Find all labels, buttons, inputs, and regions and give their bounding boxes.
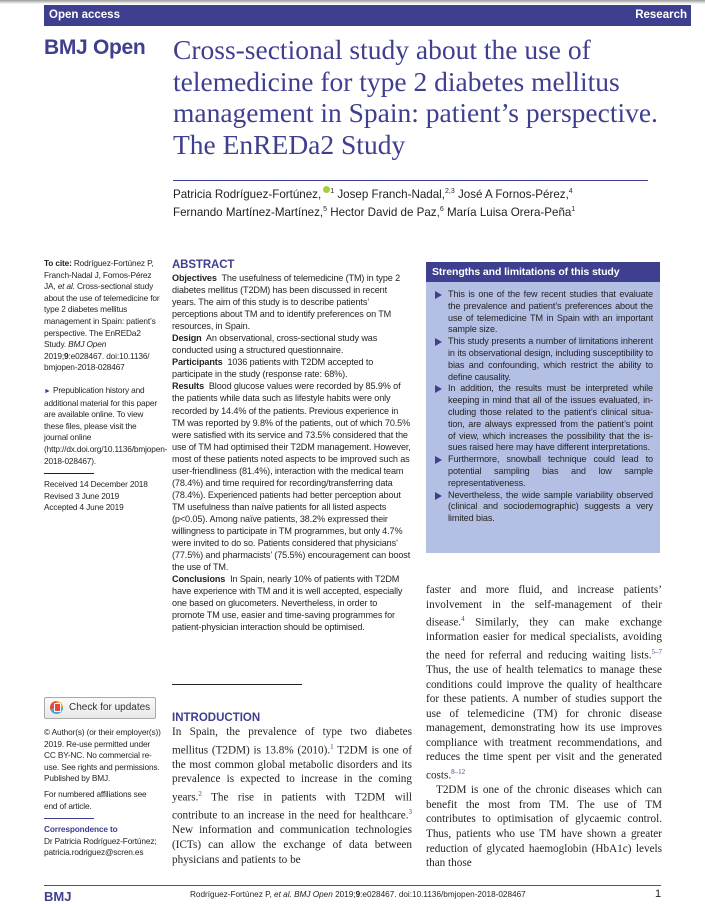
cite-label: To cite: — [44, 258, 72, 268]
copyright-text: © Author(s) (or their employer(s)) 2019. Re-use permitted under CC BY-NC. No commercial re-use. See rights and permissions. Published by BMJ. — [44, 727, 161, 784]
reference-link[interactable]: 8–12 — [451, 768, 466, 777]
revised-date: Revised 3 June 2019 — [44, 490, 120, 501]
author[interactable]: Josep Franch-Nadal, — [337, 187, 445, 201]
author[interactable]: María Luisa Orera-Peña — [446, 206, 572, 220]
correspondence-name: Dr Patricia Rodríguez-Fortúnez; — [44, 835, 157, 846]
list-item: Nevertheless, the wide sample variability observed (clinical and sociodemographic) suggests a very limited bias. — [435, 490, 653, 525]
reference-link[interactable]: 4 — [461, 615, 465, 624]
affiliation-ref: 4 — [568, 188, 573, 195]
page-number: 1 — [655, 888, 662, 900]
correspondence-email[interactable]: patricia.rodriguez@scren.es — [44, 847, 144, 858]
arrow-icon — [435, 291, 442, 299]
abstract-conclusions: Conclusions In Spain, nearly 10% of patients with T2DM have experience with TM and it is well accepted, especially one based on glucometers. Nevertheless, in order to promote TM use, easier and time-saving programmes for patient-physician interaction should be optimised. — [172, 574, 403, 633]
list-item: Furthermore, snowball technique could lead to potential sampling bias and low sample representativeness. — [435, 454, 653, 489]
abstract-heading: ABSTRACT — [172, 259, 235, 271]
affiliation-ref: 2,3 — [444, 188, 455, 195]
bmj-logo: BMJ — [44, 889, 72, 904]
author-list — [173, 184, 673, 221]
abstract-results: Results Blood glucose values were recorded by 85.9% of the patients while data such as lifestyle habits were only recorded by 14.4% of the patients. Previous experience in TM was reported by 9.8% of the patients, out of which 70.5% were satisfied with its service and 73.5% considered that the use of TM had optimised their T2DM management. However, most of these patients noted aspects to be improved such as user-friendliness (81.4%), interaction with the medical team (78.4%) and time required for recording/transferring data (78.4%). Experienced patients had better perception about TM usefulness than naïve patients for all listed aspects (p<0.05). Among naïve patients, 38.2% expressed their willingness to participate in TM programmes, but only 4.7% were invited to do so. Patients considered that physicians’ (77.5%) and pharmacists’ (75.5%) encouragement can boost the use of TM. — [172, 381, 411, 573]
affiliation-ref: 6 — [439, 206, 444, 214]
arrow-icon — [435, 385, 442, 393]
arrow-icon — [435, 338, 442, 346]
intro-paragraph: In Spain, the prevalence of type two diabetes mellitus (T2DM) is 13.8% (2010).$^1$ T2DM is one of the most common global metabolic disorders and its prevalence is expected to increase in the coming years.$^2$ The rise in patients with T2DM will contribute to an increase in the need for healthcare.$^3$ New information and communication technologies (ICTs) can allow the exchange of data between physicians and patients to be — [172, 726, 412, 866]
author[interactable]: Patricia Rodríguez-Fortúnez, — [173, 187, 322, 201]
affiliation-ref: 1 — [571, 206, 576, 214]
section-label: Research — [635, 9, 687, 21]
affiliations-note: For numbered affiliations see end of article. — [44, 788, 147, 811]
open-access-label: Open access — [49, 9, 120, 21]
title-divider — [173, 180, 648, 181]
intro-text-right: faster and more fluid, and increase patients’ involvement in the self-management of their disease. — [426, 584, 662, 629]
abstract-design: Design An observational, cross-sectional study was conducted using a structured questionnaire. — [172, 333, 378, 356]
copyright-block — [44, 727, 162, 859]
abstract-divider — [172, 684, 302, 685]
footer-divider — [44, 885, 661, 886]
author[interactable]: Fernando Martínez-Martínez, — [173, 206, 324, 220]
reference-link[interactable]: 5–7 — [651, 647, 662, 656]
arrow-icon: ► — [44, 388, 51, 395]
top-shadow — [0, 0, 705, 4]
intro-paragraph-cont: faster and more fluid, and increase patients’ involvement in the self-management of their disease.$^4$ Similarly, they can make exchange information easier for medical specialists, avoiding the need for referral and reducing waiting lists.$^{5-7}$ Thus, the use of health telematics to manage these conditions could improve the quality of healthcare for these patients. A number of studies support the use of telemedicine (TM) for chronic disease management, demonstrating how its use improves compliance with treatment recommendations, and reduces the time spent per visit and the generated costs.$^{8-12}$ — [426, 584, 662, 782]
prepublication-note: ► Prepublication history and additional material for this paper are available online. To view these files, please visit the journal online (http://dx.doi.org/10.1136/bmjopen-2018-028467). Received 14 December 2018 Revised 3 June 2019 Accepted 4 June 2019 — [44, 385, 168, 513]
divider — [44, 818, 94, 819]
author[interactable]: José A Fornos-Pérez, — [457, 187, 569, 201]
header-banner — [44, 5, 691, 26]
abstract-participants: Participants 1036 patients with T2DM accepted to participate in the study (response rate: 68%). — [172, 357, 374, 380]
intro-text-left: New information and communication technologies (ICTs) can allow the exchange of data between physicians and patients to be — [172, 824, 412, 866]
box-heading: Strengths and limitations of this study — [426, 262, 660, 282]
crossmark-icon — [50, 701, 63, 714]
list-item: This study presents a number of limitations inherent in its observational design, including susceptibility to bias and confounding, which restrict the ability to define causality. — [435, 336, 653, 383]
check-for-updates-button[interactable]: Check for updates — [44, 697, 156, 719]
article-title: Cross-sectional study about the use of telemedicine for type 2 diabetes mellitus management in Spain: patient’s perspective. The EnREDa2 Study — [173, 34, 658, 160]
reference-link[interactable]: 3 — [408, 808, 412, 817]
citation-block: To cite: Rodríguez-Fortúnez P, Franch-Nadal J, Fornos-Pérez JA, et al. Cross-sectional study about the use of telemedicine for type 2 diabetes mellitus management in Spain: patient’s perspective. The EnREDa2 Study. BMJ Open 2019;9:e028467. doi:10.1136/ bmjopen-2018-028467 — [44, 258, 160, 373]
received-date: Received 14 December 2018 — [44, 479, 148, 490]
abstract — [172, 258, 411, 633]
list-item: This is one of the few recent studies that evaluate the prevalence and patient’s preferences about the use of telemedicine TM in Spain with an important sample size. — [435, 289, 653, 336]
author[interactable]: Hector David de Paz, — [330, 206, 440, 220]
introduction-column-left — [172, 725, 412, 867]
affiliation-ref: 1 — [330, 188, 335, 195]
divider — [44, 473, 94, 474]
affiliation-ref: 5 — [323, 206, 328, 214]
list-item: In addition, the results must be interpreted while keeping in mind that all of the issues evaluated, including those related to the patient’s clinical situation, are always expressed from the patient’s point of view, which increases the possibility that the issues raised here may have different interpretations. — [435, 383, 653, 454]
journal-brand: BMJ Open — [44, 36, 146, 59]
strengths-limitations-box — [426, 262, 660, 553]
footer-citation: Rodríguez-Fortúnez P, et al. BMJ Open 2019;9:e028467. doi:10.1136/bmjopen-2018-028467 — [190, 890, 526, 899]
reference-link[interactable]: 2 — [198, 789, 202, 798]
introduction-heading: INTRODUCTION — [172, 712, 261, 724]
arrow-icon — [435, 492, 442, 500]
introduction-column-right — [426, 583, 662, 871]
abstract-objectives: Objectives The usefulness of telemedicine (TM) in type 2 diabetes mellitus (T2DM) has been discussed in recent years. The aim of this study is to describe patients’ perceptions about TM and to identify preferences on TM resources, in Spain. — [172, 273, 401, 332]
accepted-date: Accepted 4 June 2019 — [44, 502, 124, 513]
strengths-list — [426, 289, 660, 525]
intro-paragraph-2: T2DM is one of the chronic diseases which can benefit the most from TM. The use of TM contributes to optimisation of glycaemic control. Thus, patients who use TM have shown a greater reduction of glycated haemoglobin (HbA1c) levels than those — [426, 784, 662, 870]
reference-link[interactable]: 1 — [330, 742, 334, 751]
correspondence-label: Correspondence to — [44, 824, 118, 835]
arrow-icon — [435, 456, 442, 464]
